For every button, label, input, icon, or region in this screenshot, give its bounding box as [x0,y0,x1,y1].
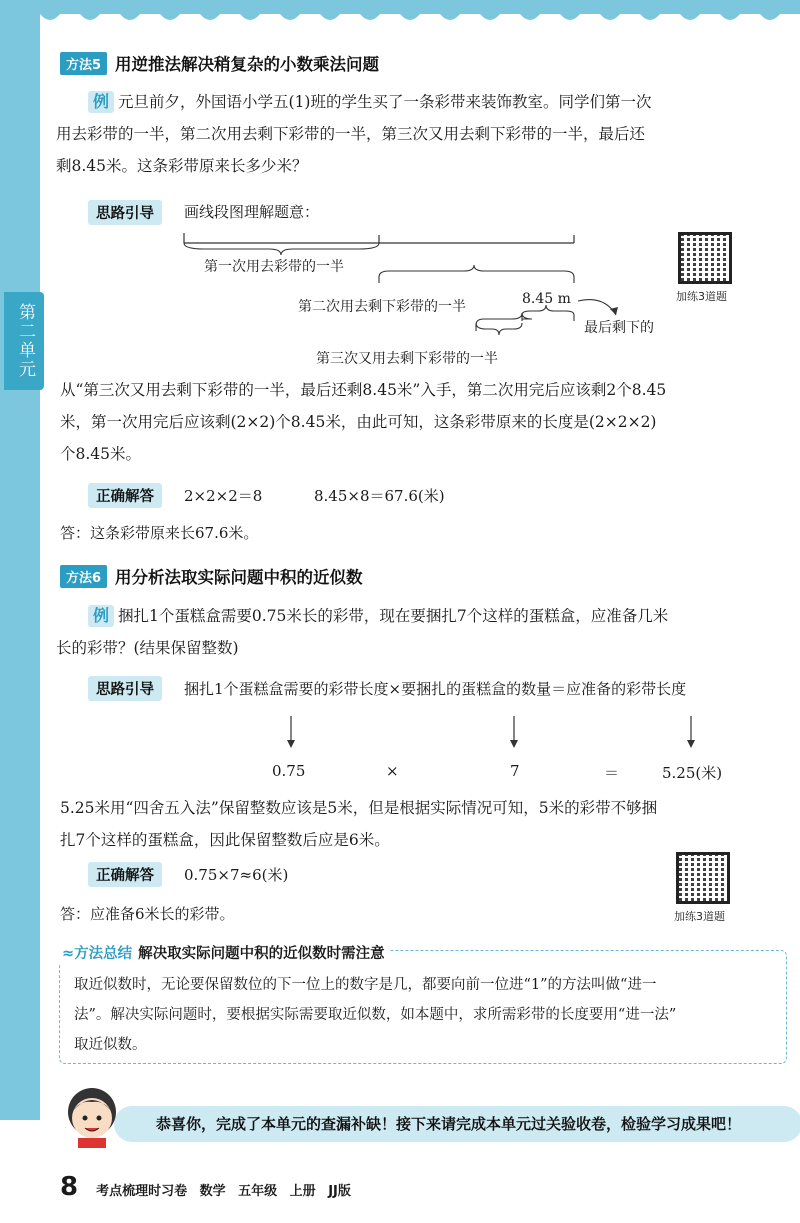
method6-header [60,565,363,587]
qr-label: 加练3道题 [674,910,725,923]
thinking-text: 捆扎1个蛋糕盒需要的彩带长度×要捆扎的蛋糕盒的数量＝应准备的彩带长度 [184,680,687,698]
summary-line: 取近似数时，无论要保留数位的下一位上的数字是几，都要向前一位进“1”的方法叫做“进一 [74,977,657,993]
example-line: 元旦前夕，外国语小学五(1)班的学生买了一条彩带来装饰教室。同学们第一次 [118,93,652,111]
example-line: 剩8.45米。这条彩带原来长多少米？ [56,157,308,175]
content [44,0,800,1223]
diagram-label-second: 第二次用去剩下彩带的一半 [298,299,466,315]
analysis-line: 扎7个这样的蛋糕盒，因此保留整数后应是6米。 [60,831,390,849]
arrows [44,712,784,752]
example-badge: 例 [88,605,114,627]
girl-mascot-icon [60,1082,124,1148]
answer-label: 正确解答 [88,483,162,508]
diagram-label-last: 最后剩下的 [584,320,654,336]
diagram-label-first: 第一次用去彩带的一半 [204,259,344,275]
qr-code-icon[interactable] [676,852,730,904]
summary-line: 法”。解决实际问题时，要根据实际需要取近似数，如本题中，求所需彩带的长度要用“进一法” [74,1007,677,1023]
equation-equals: ＝ [604,764,620,782]
method6-example [56,600,800,664]
answer-calc: 2×2×2＝8 [184,487,263,505]
method5-analysis [60,374,800,470]
book-info: 考点梳理时习卷 数学 五年级 上册 JJ版 [96,1184,351,1199]
equation-a: 0.75 [272,762,306,780]
thinking-label: 思路引导 [88,200,162,225]
page-number: 8 [60,1172,79,1202]
qr-code-icon[interactable] [678,232,732,284]
analysis-line: 5.25米用“四舍五入法”保留整数应该是5米，但是根据实际情况可知，5米的彩带不够捆 [60,799,658,817]
equation-result: 5.25(米) [662,764,723,782]
analysis-line: 米，第一次用完后应该剩(2×2)个8.45米，由此可知，这条彩带原来的长度是(2×2×2) [60,413,657,431]
diagram-label-third: 第三次又用去剩下彩带的一半 [316,351,498,367]
footer [60,1172,351,1202]
answer-label: 正确解答 [88,862,162,887]
unit-side-tab: 第二单元 [4,292,44,390]
method5-tag: 方法5 [60,52,107,75]
method5-title: 用逆推法解决稍复杂的小数乘法问题 [115,55,380,74]
thinking-text: 画线段图理解题意： [184,203,320,221]
example-badge: 例 [88,91,114,113]
summary-title: 解决取实际问题中积的近似数时需注意 [138,946,385,962]
example-line: 捆扎1个蛋糕盒需要0.75米长的彩带，现在要捆扎7个这样的蛋糕盒，应准备几米 [118,607,669,625]
final-answer: 答：这条彩带原来长67.6米。 [60,524,259,542]
summary-tag: ≈方法总结 [62,946,133,962]
diagram-label-length: 8.45 m [522,291,571,307]
thinking-label: 思路引导 [88,676,162,701]
equation-operator: × [386,762,399,780]
congrats-banner: 恭喜你，完成了本单元的查漏补缺！接下来请完成本单元过关验收卷，检验学习成果吧！ [114,1106,800,1142]
summary-header [58,942,389,963]
answer-calc: 0.75×7≈6(米) [184,866,289,884]
answer-calc: 8.45×8＝67.6(米) [314,487,445,505]
example-line: 用去彩带的一半，第二次用去剩下彩带的一半，第三次又用去剩下彩带的一半，最后还 [56,125,646,143]
method5-header [60,52,379,74]
qr-label: 加练3道题 [676,290,727,303]
method6-analysis [60,792,800,856]
analysis-line: 从“第三次又用去剩下彩带的一半，最后还剩8.45米”入手，第二次用完后应该剩2个8.45 [60,381,667,399]
equation-b: 7 [510,762,520,780]
side-band [0,0,40,1120]
example-line: 长的彩带？(结果保留整数) [56,639,239,657]
final-answer: 答：应准备6米长的彩带。 [60,905,235,923]
method6-tag: 方法6 [60,565,107,588]
method6-title: 用分析法取实际问题中积的近似数 [115,568,363,587]
summary-line: 取近似数。 [74,1037,147,1053]
analysis-line: 个8.45米。 [60,445,142,463]
summary-text [74,970,786,1060]
method5-example [56,86,800,182]
